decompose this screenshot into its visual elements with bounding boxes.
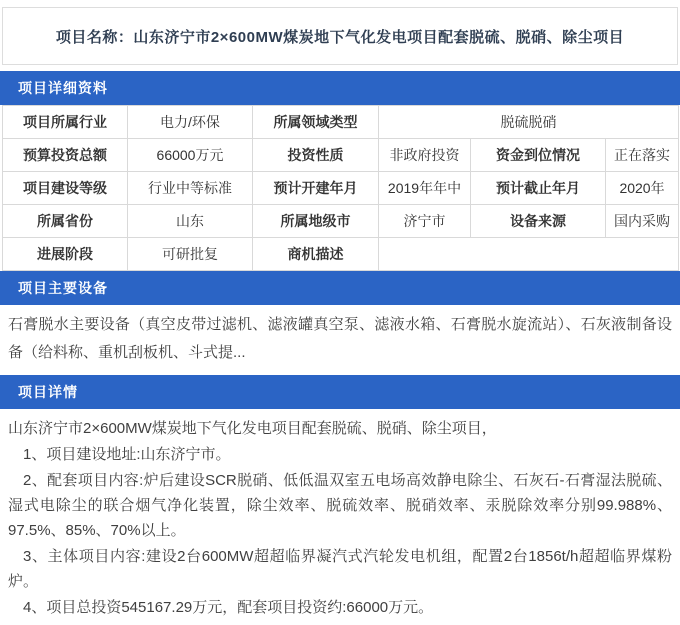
value-budget-total: 66000万元: [128, 139, 253, 172]
label-end-date: 预计截止年月: [471, 172, 606, 205]
description-paragraph-2: 2、配套项目内容:炉后建设SCR脱硝、低低温双室五电场高效静电除尘、石灰石-石膏湿法脱硫、湿式电除尘的联合烟气净化装置，除尘效率、脱硫效率、脱硝效率、汞脱除效率分别99.988%、97.5%、85%、70%以上。: [8, 472, 672, 539]
table-row: [3, 172, 679, 205]
value-end-date: 2020年: [606, 172, 679, 205]
equipment-text: 石膏脱水主要设备（真空皮带过滤机、滤液罐真空泵、滤液水箱、石膏脱水旋流站）、石灰液制备设备（给料称、重机刮板机、斗式提...: [8, 316, 672, 361]
section-bar-description: [0, 375, 680, 409]
value-progress-stage: 可研批复: [128, 238, 253, 271]
value-opportunity-desc: [379, 238, 679, 271]
table-row: [3, 139, 679, 172]
section-title-equipment: 项目主要设备: [18, 280, 108, 296]
label-province: 所属省份: [3, 205, 128, 238]
value-city: 济宁市: [379, 205, 471, 238]
label-budget-total: 预算投资总额: [3, 139, 128, 172]
section-bar-details: [0, 71, 680, 105]
value-construction-grade: 行业中等标准: [128, 172, 253, 205]
description-paragraph-3: 3、主体项目内容:建设2台600MW超超临界凝汽式汽轮发电机组，配置2台1856t/h超超临界煤粉炉。: [8, 548, 672, 590]
description-paragraph-intro: 山东济宁市2×600MW煤炭地下气化发电项目配套脱硫、脱硝、除尘项目，: [8, 420, 497, 437]
page-title: 项目名称：山东济宁市2×600MW煤炭地下气化发电项目配套脱硫、脱硝、除尘项目: [55, 28, 625, 46]
table-row: [3, 106, 679, 139]
table-row: [3, 238, 679, 271]
label-start-date: 预计开建年月: [253, 172, 379, 205]
label-investment-nature: 投资性质: [253, 139, 379, 172]
value-province: 山东: [128, 205, 253, 238]
label-city: 所属地级市: [253, 205, 379, 238]
label-opportunity-desc: 商机描述: [253, 238, 379, 271]
value-investment-nature: 非政府投资: [379, 139, 471, 172]
value-equipment-source: 国内采购: [606, 205, 679, 238]
section-title-description: 项目详情: [18, 384, 78, 400]
project-title-bar: [2, 7, 678, 65]
label-funding-status: 资金到位情况: [471, 139, 606, 172]
description-paragraph-4: 4、项目总投资545167.29万元，配套项目投资约:66000万元。: [23, 599, 434, 616]
project-info-page: [0, 7, 680, 616]
label-domain-type: 所属领域类型: [253, 106, 379, 139]
value-funding-status: 正在落实: [606, 139, 679, 172]
project-description: [0, 409, 680, 625]
value-start-date: 2019年年中: [379, 172, 471, 205]
value-industry: 电力/环保: [128, 106, 253, 139]
label-progress-stage: 进展阶段: [3, 238, 128, 271]
section-title-details: 项目详细资料: [18, 80, 108, 96]
description-paragraph-1: 1、项目建设地址:山东济宁市。: [23, 446, 231, 463]
label-construction-grade: 项目建设等级: [3, 172, 128, 205]
section-bar-equipment: [0, 271, 680, 305]
table-row: [3, 205, 679, 238]
label-equipment-source: 设备来源: [471, 205, 606, 238]
label-industry: 项目所属行业: [3, 106, 128, 139]
value-domain-type: 脱硫脱硝: [379, 106, 679, 139]
details-table: [2, 105, 679, 271]
